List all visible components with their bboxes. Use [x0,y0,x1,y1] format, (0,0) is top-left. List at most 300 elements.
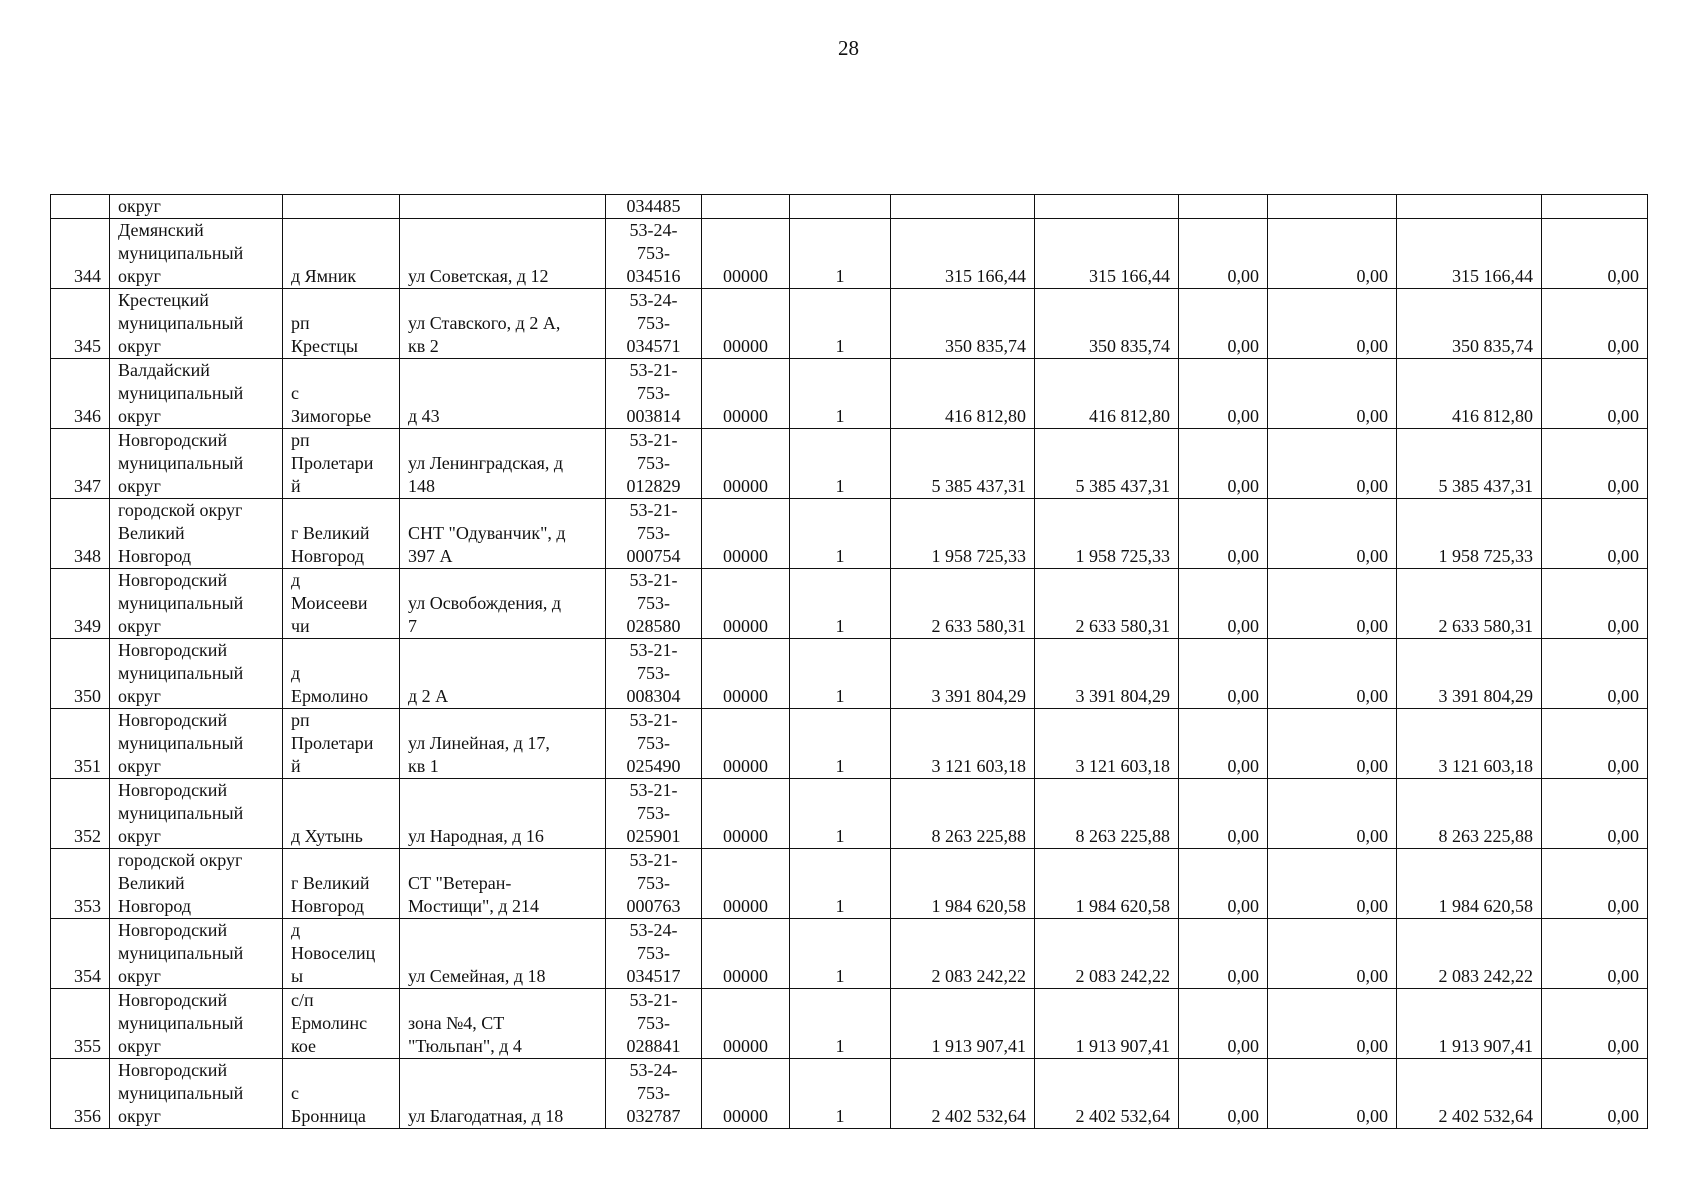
row-number-cell: 349 [51,569,110,639]
amount-total-cell: 416 812,80 [891,359,1035,429]
empty-cell [1035,195,1179,219]
municipality-cell-line: муниципальный [118,383,244,403]
cadastral-code-cell-line: 032787 [626,1106,681,1126]
settlement-cell-line: д Хутынь [291,826,363,846]
amount-total-cell: 1 958 725,33 [891,499,1035,569]
amount-cell: 0,00 [1268,989,1397,1059]
municipality-cell-line: Новгородский [118,920,228,940]
municipality-cell-line: Новгородский [118,780,228,800]
amount-cell: 0,00 [1542,219,1648,289]
amount-total-cell: 3 121 603,18 [891,709,1035,779]
address-cell-line: ул Народная, д 16 [408,826,544,846]
settlement-cell [283,919,400,989]
type-code-cell: 00000 [702,429,790,499]
address-cell [400,779,606,849]
row-number-cell: 348 [51,499,110,569]
municipality-cell-line: округ [118,406,161,426]
amount-total-cell: 1 984 620,58 [891,849,1035,919]
cadastral-code-cell-line: 53-21- [629,500,678,520]
empty-cell [891,195,1035,219]
municipality-cell-line: муниципальный [118,313,244,333]
amount-cell: 1 913 907,41 [1397,989,1542,1059]
municipality-cell [110,849,283,919]
cadastral-code-cell-line: 53-24- [629,1060,678,1080]
settlement-cell-line: с/п [291,990,314,1010]
address-cell-line: ул Советская, д 12 [408,266,549,286]
amount-cell: 0,00 [1542,709,1648,779]
address-cell [400,1059,606,1129]
amount-cell: 1 958 725,33 [1397,499,1542,569]
address-cell [400,429,606,499]
municipality-cell-line: округ [118,756,161,776]
amount-cell: 5 385 437,31 [1035,429,1179,499]
municipality-cell-line: округ [118,826,161,846]
amount-cell: 0,00 [1179,569,1268,639]
quantity-cell: 1 [790,779,891,849]
type-code-cell: 00000 [702,1059,790,1129]
municipality-cell-line: округ [118,616,161,636]
municipality-cell [110,989,283,1059]
cadastral-code-cell-line: 53-24- [629,920,678,940]
cadastral-code-cell-line: 753- [637,243,670,263]
cadastral-code-cell-line: 753- [637,803,670,823]
amount-cell: 0,00 [1268,289,1397,359]
amount-cell: 1 958 725,33 [1035,499,1179,569]
cadastral-code-cell-line: 753- [637,453,670,473]
quantity-cell: 1 [790,989,891,1059]
municipality-cell-line: Великий [118,523,185,543]
settlement-cell-line: й [291,756,301,776]
cadastral-code-cell-line: 012829 [626,476,681,496]
empty-cell [1268,195,1397,219]
address-cell-line: "Тюльпан", д 4 [408,1036,522,1056]
address-cell [400,219,606,289]
address-cell [400,849,606,919]
amount-cell: 416 812,80 [1397,359,1542,429]
municipality-cell-line: муниципальный [118,1013,244,1033]
cadastral-code-cell-line: 753- [637,523,670,543]
amount-cell: 0,00 [1179,919,1268,989]
settlement-cell-line: г Великий [291,873,370,893]
cadastral-code-cell [606,919,702,989]
empty-cell [1542,195,1648,219]
settlement-cell-line: с [291,383,299,403]
type-code-cell: 00000 [702,919,790,989]
amount-total-cell: 350 835,74 [891,289,1035,359]
municipality-cell-line: Валдайский [118,360,210,380]
cadastral-code-cell [606,429,702,499]
settlement-cell-line: д [291,920,301,940]
amount-cell: 2 083 242,22 [1035,919,1179,989]
address-cell [400,709,606,779]
table-row [51,919,1648,989]
settlement-cell-line: кое [291,1036,317,1056]
settlement-cell [283,709,400,779]
row-number-cell: 345 [51,289,110,359]
municipality-cell-line: муниципальный [118,733,244,753]
cadastral-code-cell [606,639,702,709]
amount-cell: 0,00 [1179,849,1268,919]
settlement-cell [283,499,400,569]
municipality-cell-line: Демянский [118,220,204,240]
municipality-cell-line: Новгородский [118,990,228,1010]
amount-cell: 3 121 603,18 [1035,709,1179,779]
amount-cell: 315 166,44 [1035,219,1179,289]
settlement-cell-line: д [291,663,301,683]
amount-cell: 350 835,74 [1035,289,1179,359]
amount-total-cell: 2 083 242,22 [891,919,1035,989]
cadastral-code-cell-line: 53-21- [629,430,678,450]
amount-cell: 350 835,74 [1397,289,1542,359]
municipality-cell [110,639,283,709]
cadastral-code-cell-line: 53-24- [629,290,678,310]
municipality-cell-line: округ [118,1036,161,1056]
row-number-cell: 350 [51,639,110,709]
address-cell [400,195,606,219]
address-cell-line: 7 [408,616,417,636]
settlement-cell-line: Новгород [291,546,365,566]
quantity-cell: 1 [790,569,891,639]
cadastral-code-cell-line: 753- [637,873,670,893]
address-cell-line: ул Семейная, д 18 [408,966,546,986]
amount-cell: 0,00 [1542,639,1648,709]
amount-cell: 0,00 [1268,709,1397,779]
municipality-cell-line: округ [118,966,161,986]
row-number-cell: 355 [51,989,110,1059]
amount-cell: 2 633 580,31 [1397,569,1542,639]
municipality-cell-line: Новгородский [118,430,228,450]
amount-total-cell: 2 633 580,31 [891,569,1035,639]
type-code-cell: 00000 [702,359,790,429]
municipality-cell-line: муниципальный [118,593,244,613]
municipality-cell-line: Новгородский [118,570,228,590]
cadastral-code-cell-line: 53-21- [629,570,678,590]
municipality-cell-line: Новгородский [118,710,228,730]
type-code-cell: 00000 [702,849,790,919]
cadastral-code-cell-line: 028580 [626,616,681,636]
municipality-cell-line: Новгород [118,546,192,566]
address-cell-line: ул Ленинградская, д [408,453,564,473]
amount-cell: 0,00 [1268,1059,1397,1129]
amount-total-cell: 3 391 804,29 [891,639,1035,709]
cadastral-code-cell-line: 53-21- [629,360,678,380]
settlement-cell [283,1059,400,1129]
municipality-cell-line: муниципальный [118,943,244,963]
municipality-cell-line: муниципальный [118,803,244,823]
cadastral-code-cell-line: 034516 [626,266,681,286]
row-number-cell: 351 [51,709,110,779]
address-cell [400,569,606,639]
municipality-cell-line: округ [118,336,161,356]
settlement-cell-line: Ермолино [291,686,369,706]
address-cell-line: 148 [408,476,435,496]
amount-cell: 0,00 [1179,989,1268,1059]
municipality-cell [110,709,283,779]
amount-cell: 0,00 [1179,779,1268,849]
amount-cell: 3 391 804,29 [1035,639,1179,709]
municipality-cell-line: округ [118,476,161,496]
address-cell-line: ул Линейная, д 17, [408,733,550,753]
cadastral-code-cell [606,569,702,639]
table-row [51,639,1648,709]
address-cell-line: ул Ставского, д 2 А, [408,313,561,333]
settlement-cell-line: с [291,1083,299,1103]
type-code-cell: 00000 [702,289,790,359]
cadastral-code-cell [606,195,702,219]
municipality-cell-line: округ [118,1106,161,1126]
row-number-cell: 354 [51,919,110,989]
settlement-cell-line: рп [291,313,310,333]
cadastral-code-cell-line: 753- [637,1083,670,1103]
municipality-cell-line: Новгород [118,896,192,916]
settlement-cell [283,289,400,359]
cadastral-code-cell-line: 753- [637,733,670,753]
cadastral-code-cell [606,849,702,919]
amount-cell: 0,00 [1179,429,1268,499]
amount-cell: 0,00 [1179,1059,1268,1129]
cadastral-code-cell-line: 753- [637,383,670,403]
quantity-cell: 1 [790,429,891,499]
cadastral-code-cell [606,289,702,359]
amount-cell: 2 633 580,31 [1035,569,1179,639]
type-code-cell: 00000 [702,989,790,1059]
settlement-cell-line: Новоселиц [291,943,376,963]
amount-cell: 0,00 [1179,639,1268,709]
cadastral-code-cell [606,359,702,429]
settlement-cell [283,639,400,709]
amount-cell: 2 083 242,22 [1397,919,1542,989]
quantity-cell: 1 [790,219,891,289]
cadastral-code-cell-line: 53-21- [629,710,678,730]
address-cell-line: кв 1 [408,756,439,776]
cadastral-code-cell [606,989,702,1059]
cadastral-code-cell-line: 025490 [626,756,681,776]
address-cell [400,919,606,989]
cadastral-code-cell-line: 008304 [626,686,681,706]
settlement-cell-line: Новгород [291,896,365,916]
cadastral-code-cell [606,1059,702,1129]
amount-cell: 416 812,80 [1035,359,1179,429]
settlement-cell [283,989,400,1059]
municipality-cell-line: Великий [118,873,185,893]
settlement-cell [283,359,400,429]
row-number-cell: 346 [51,359,110,429]
amount-cell: 0,00 [1542,569,1648,639]
amount-cell: 0,00 [1179,359,1268,429]
quantity-cell: 1 [790,499,891,569]
address-cell-line: Мостищи", д 214 [408,896,539,916]
cadastral-code-cell-line: 753- [637,1013,670,1033]
cadastral-code-cell [606,219,702,289]
address-cell-line: 397 А [408,546,453,566]
settlement-cell-line: Крестцы [291,336,359,356]
cadastral-code-cell-line: 025901 [626,826,681,846]
amount-cell: 1 913 907,41 [1035,989,1179,1059]
settlement-cell-line: Пролетари [291,733,374,753]
settlement-cell [283,195,400,219]
table-row [51,359,1648,429]
settlement-cell-line: Пролетари [291,453,374,473]
cadastral-code-cell [606,709,702,779]
amount-cell: 3 391 804,29 [1397,639,1542,709]
empty-cell [1179,195,1268,219]
settlement-cell-line: д Ямник [291,266,357,286]
cadastral-code-cell-line: 003814 [626,406,681,426]
amount-cell: 0,00 [1268,359,1397,429]
amount-total-cell: 315 166,44 [891,219,1035,289]
table-row [51,1059,1648,1129]
settlement-cell-line: Моисееви [291,593,368,613]
settlement-cell-line: Зимогорье [291,406,372,426]
amount-cell: 2 402 532,64 [1397,1059,1542,1129]
cadastral-code-cell-line: 028841 [626,1036,681,1056]
amount-cell: 0,00 [1542,779,1648,849]
row-number-cell: 356 [51,1059,110,1129]
quantity-cell: 1 [790,289,891,359]
amount-cell: 0,00 [1268,499,1397,569]
municipality-cell-line: округ [118,686,161,706]
table-row-continuation [51,195,1648,219]
table-row [51,499,1648,569]
cadastral-code-cell-line: 753- [637,313,670,333]
municipality-cell-line: муниципальный [118,243,244,263]
cadastral-code-cell-line: 000763 [626,896,681,916]
cadastral-code-cell [606,499,702,569]
row-number-cell: 353 [51,849,110,919]
quantity-cell: 1 [790,919,891,989]
amount-cell: 0,00 [1542,359,1648,429]
table-row [51,849,1648,919]
cadastral-code-cell-line: 53-21- [629,850,678,870]
quantity-cell: 1 [790,359,891,429]
amount-cell: 0,00 [1179,289,1268,359]
type-code-cell: 00000 [702,639,790,709]
settlement-cell-line: Ермолинс [291,1013,368,1033]
amount-cell: 0,00 [1542,919,1648,989]
address-cell-line: кв 2 [408,336,439,356]
quantity-cell: 1 [790,639,891,709]
table-row [51,569,1648,639]
cadastral-code-cell-line: 034485 [626,196,681,216]
address-cell [400,639,606,709]
cadastral-code-cell-line: 53-21- [629,990,678,1010]
municipality-cell-line: округ [118,266,161,286]
cadastral-code-cell-line: 753- [637,943,670,963]
amount-cell: 0,00 [1268,219,1397,289]
amount-cell: 0,00 [1268,919,1397,989]
municipality-cell [110,1059,283,1129]
amount-cell: 5 385 437,31 [1397,429,1542,499]
municipality-cell-line: Крестецкий [118,290,209,310]
address-cell [400,359,606,429]
municipality-cell [110,779,283,849]
address-cell-line: д 43 [408,406,440,426]
address-cell-line: ул Освобождения, д [408,593,562,613]
settlement-cell [283,429,400,499]
address-cell-line: СНТ "Одуванчик", д [408,523,566,543]
amount-cell: 0,00 [1268,779,1397,849]
municipality-cell [110,919,283,989]
table-row [51,779,1648,849]
amount-total-cell: 5 385 437,31 [891,429,1035,499]
table-row [51,709,1648,779]
amount-cell: 0,00 [1268,849,1397,919]
municipality-cell-line: муниципальный [118,1083,244,1103]
amount-cell: 0,00 [1179,709,1268,779]
address-cell [400,499,606,569]
type-code-cell: 00000 [702,709,790,779]
amount-cell: 0,00 [1268,429,1397,499]
amount-cell: 0,00 [1179,499,1268,569]
page-number: 28 [838,36,859,60]
amount-cell: 8 263 225,88 [1035,779,1179,849]
quantity-cell: 1 [790,849,891,919]
settlement-cell [283,779,400,849]
amount-cell: 0,00 [1542,989,1648,1059]
amount-cell: 2 402 532,64 [1035,1059,1179,1129]
settlement-cell [283,849,400,919]
municipality-cell [110,429,283,499]
address-cell-line: СТ "Ветеран- [408,873,512,893]
municipality-cell-line: городской округ [118,500,243,520]
table-row [51,989,1648,1059]
municipality-cell [110,499,283,569]
municipality-cell [110,359,283,429]
municipality-cell-line: Новгородский [118,640,228,660]
settlement-cell-line: д [291,570,301,590]
municipality-cell [110,289,283,359]
type-code-cell: 00000 [702,219,790,289]
row-number-cell [51,195,110,219]
amount-cell: 0,00 [1268,569,1397,639]
cadastral-code-cell-line: 53-21- [629,640,678,660]
type-code-cell: 00000 [702,499,790,569]
municipality-cell-line: Новгородский [118,1060,228,1080]
cadastral-code-cell-line: 034517 [626,966,681,986]
amount-cell: 0,00 [1542,289,1648,359]
settlement-cell [283,219,400,289]
municipality-cell [110,195,283,219]
row-number-cell: 344 [51,219,110,289]
settlement-cell-line: й [291,476,301,496]
municipality-cell-line: муниципальный [118,663,244,683]
address-cell-line: д 2 А [408,686,449,706]
amount-total-cell: 2 402 532,64 [891,1059,1035,1129]
table-body [51,195,1648,1129]
settlement-cell-line: рп [291,710,310,730]
table-row [51,219,1648,289]
type-code-cell: 00000 [702,569,790,639]
amount-cell: 1 984 620,58 [1397,849,1542,919]
empty-cell [790,195,891,219]
cadastral-code-cell-line: 000754 [626,546,681,566]
quantity-cell: 1 [790,709,891,779]
amount-total-cell: 8 263 225,88 [891,779,1035,849]
row-number-cell: 352 [51,779,110,849]
cadastral-code-cell-line: 753- [637,593,670,613]
municipality-cell-line: городской округ [118,850,243,870]
cadastral-code-cell-line: 034571 [626,336,681,356]
amount-cell: 315 166,44 [1397,219,1542,289]
address-cell-line: зона №4, СТ [408,1013,505,1033]
amount-cell: 0,00 [1542,499,1648,569]
settlement-cell-line: рп [291,430,310,450]
amount-cell: 3 121 603,18 [1397,709,1542,779]
cadastral-code-cell-line: 53-24- [629,220,678,240]
housing-registry-table [50,194,1648,1129]
municipality-cell [110,219,283,289]
quantity-cell: 1 [790,1059,891,1129]
